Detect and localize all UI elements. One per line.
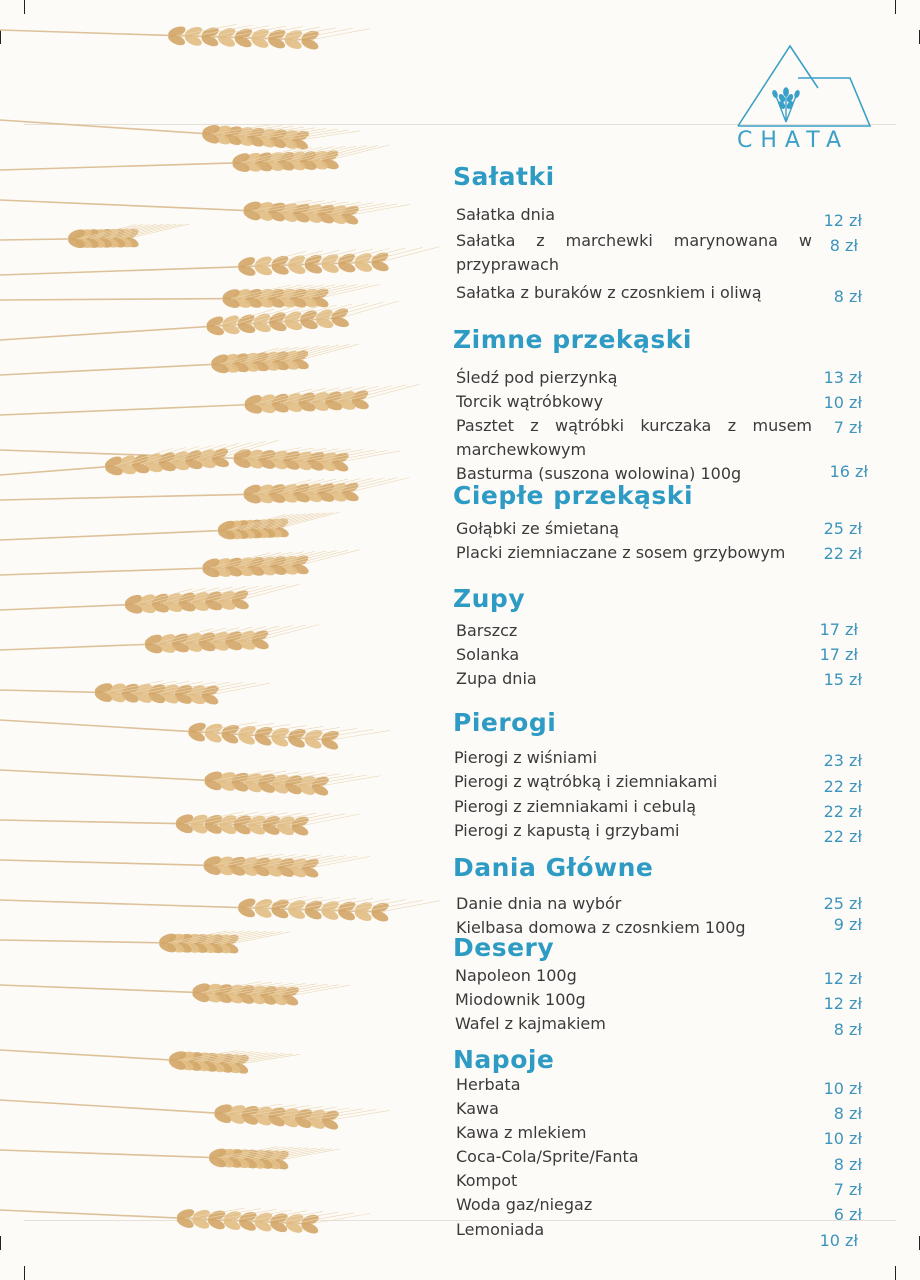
menu-item-price: 8 zł	[833, 1104, 862, 1123]
menu-item-name: Zupa dnia	[456, 669, 537, 688]
menu-item-price: 17 zł	[819, 620, 858, 639]
crop-mark	[895, 0, 896, 14]
menu-item-name: Miodownik 100g	[455, 990, 586, 1009]
menu-item-name: Pierogi z wiśniami	[454, 748, 598, 767]
section-heading-soups: Zupy	[453, 584, 526, 613]
menu-item-price: 22 zł	[823, 827, 862, 846]
section-heading-cold-starters: Zimne przekąski	[453, 325, 693, 354]
menu-item-price: 15 zł	[823, 670, 862, 689]
menu-item-name: Pasztet z wątróbki kurczaka z musem marchewkowym	[456, 416, 812, 459]
menu-item-price: 8 zł	[833, 1020, 862, 1039]
menu-item-name: Pierogi z kapustą i grzybami	[454, 821, 680, 840]
menu-item-price: 10 zł	[823, 1079, 862, 1098]
menu-item-name: Coca-Cola/Sprite/Fanta	[456, 1147, 639, 1166]
section-heading-desserts: Desery	[453, 933, 555, 962]
menu-item-name: Kawa	[456, 1099, 499, 1118]
menu-item-name: Torcik wątróbkowy	[456, 392, 604, 411]
section-heading-drinks: Napoje	[453, 1045, 555, 1074]
menu-item-name: Solanka	[456, 645, 520, 664]
menu-item-name: Danie dnia na wybór	[456, 894, 622, 913]
menu-item-price: 13 zł	[823, 368, 862, 387]
menu-item-name: Śledź pod pierzynką	[456, 368, 618, 387]
menu-item-name: Pierogi z ziemniakami i cebulą	[454, 797, 697, 816]
menu-item-price: 9 zł	[833, 915, 862, 934]
menu-item-price: 12 zł	[823, 994, 862, 1013]
menu-item-price: 8 zł	[833, 287, 862, 306]
menu-item-price: 23 zł	[823, 751, 862, 770]
menu-item-name: Wafel z kajmakiem	[455, 1014, 606, 1033]
menu-item-name: Sałatka dnia	[456, 205, 556, 224]
menu-item-price: 25 zł	[823, 519, 862, 538]
crop-mark	[895, 1266, 896, 1280]
menu-item-name: Basturma (suszona wolowina) 100g	[456, 464, 742, 483]
menu-item-price: 8 zł	[833, 1155, 862, 1174]
menu-item-price: 7 zł	[833, 418, 862, 437]
menu-item-price: 7 zł	[833, 1180, 862, 1199]
menu-item-name: Kompot	[456, 1171, 518, 1190]
menu-item-name: Sałatka z marchewki marynowana w przyprawach	[456, 231, 812, 274]
menu-item-price: 22 zł	[823, 802, 862, 821]
menu-item-name: Kielbasa domowa z czosnkiem 100g	[456, 918, 746, 937]
logo-wordmark: CHATA	[737, 128, 850, 153]
menu-item-name: Sałatka z buraków z czosnkiem i oliwą	[456, 283, 762, 302]
menu-item-price: 22 zł	[823, 777, 862, 796]
menu-item-price: 6 zł	[833, 1205, 862, 1224]
menu-item-price: 16 zł	[829, 462, 868, 481]
section-heading-pierogi: Pierogi	[453, 708, 557, 737]
menu-item-name: Napoleon 100g	[455, 966, 577, 985]
menu-item-price: 10 zł	[823, 1129, 862, 1148]
menu-item-name: Herbata	[456, 1075, 521, 1094]
section-heading-hot-starters: Ciepłe przekąski	[453, 481, 694, 510]
menu-item-name: Woda gaz/niegaz	[456, 1195, 593, 1214]
menu-item-name: Gołąbki ze śmietaną	[456, 519, 620, 538]
menu-item-name: Kawa z mlekiem	[456, 1123, 587, 1142]
menu-item-name: Placki ziemniaczane z sosem grzybowym	[456, 543, 786, 562]
menu-item-price: 8 zł	[829, 236, 858, 255]
menu-item-name: Barszcz	[456, 621, 518, 640]
menu-item-price: 22 zł	[823, 544, 862, 563]
section-heading-main-courses: Dania Główne	[453, 853, 654, 882]
menu-item-price: 10 zł	[823, 393, 862, 412]
menu-item-price: 25 zł	[823, 894, 862, 913]
menu-item-name: Pierogi z wątróbką i ziemniakami	[454, 772, 718, 791]
menu-item-price: 10 zł	[819, 1231, 858, 1250]
section-heading-salads: Sałatki	[453, 162, 555, 191]
menu-item-name: Lemoniada	[456, 1220, 545, 1239]
menu-item-price: 17 zł	[819, 645, 858, 664]
menu-item-price: 12 zł	[823, 969, 862, 988]
menu-item-price: 12 zł	[823, 211, 862, 230]
